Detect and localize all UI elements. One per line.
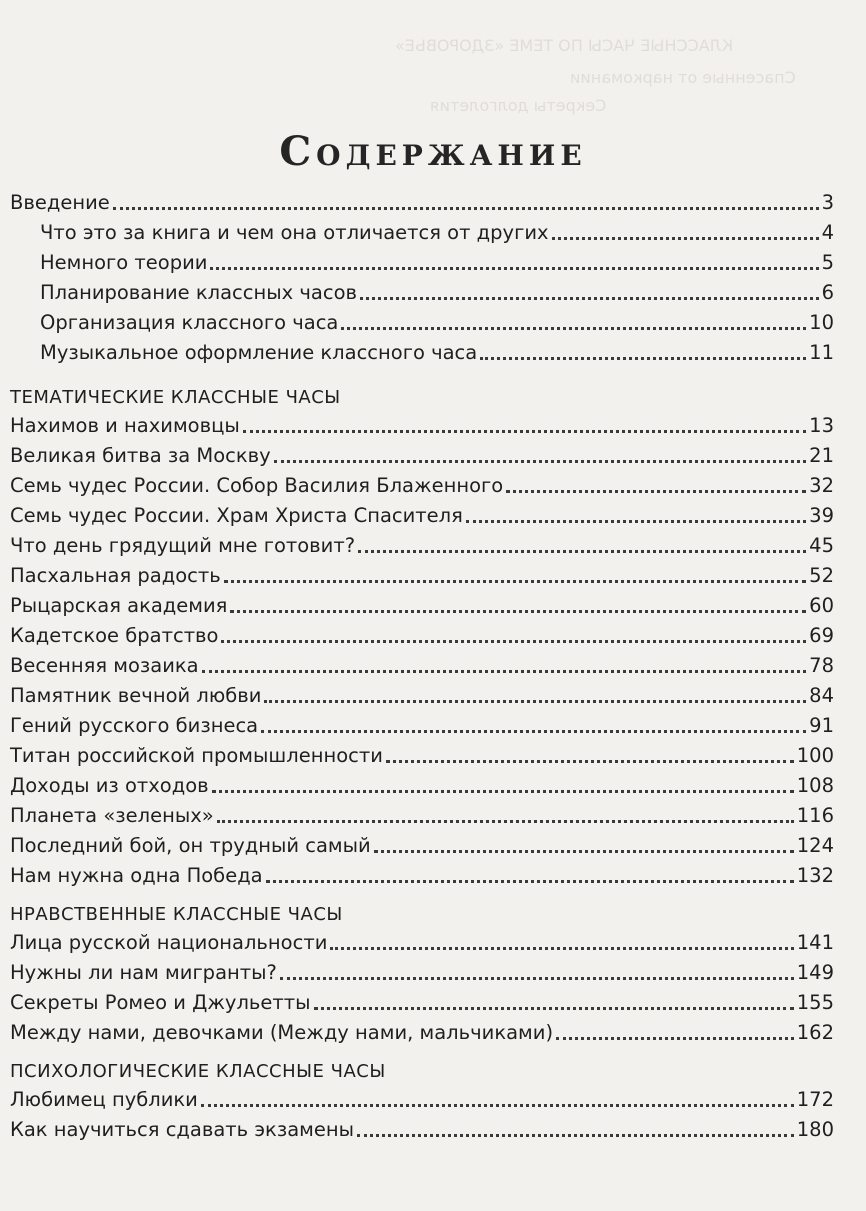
toc-entry-label: Как научиться сдавать экзамены — [10, 1118, 355, 1141]
toc-entry-page: 6 — [821, 281, 834, 304]
dot-leader — [212, 790, 794, 793]
toc-entry-page: 84 — [809, 684, 834, 707]
toc-entry[interactable] — [10, 859, 834, 889]
toc-entry[interactable] — [10, 1016, 834, 1046]
toc-sections — [10, 366, 834, 1143]
toc-entry-label: Нахимов и нахимовцы — [10, 414, 240, 437]
toc-entry-label: Титан российской промышленности — [10, 744, 383, 767]
dot-leader — [210, 267, 818, 270]
toc-entry-label: Что день грядущий мне готовит? — [10, 534, 356, 557]
toc-entry[interactable] — [10, 649, 834, 679]
toc-entry[interactable] — [10, 619, 834, 649]
toc-entry-page: 78 — [809, 654, 834, 677]
dot-leader — [466, 520, 806, 523]
toc-entry[interactable] — [10, 559, 834, 589]
dot-leader — [556, 1037, 794, 1040]
toc-entry-label: Немного теории — [40, 251, 208, 274]
toc-entry-label: Памятник вечной любви — [10, 684, 262, 707]
toc-entry[interactable] — [10, 829, 834, 859]
toc-entry[interactable] — [10, 1083, 834, 1113]
toc-entry-label: Весенняя мозаика — [10, 654, 199, 677]
toc-entry-page: 60 — [809, 594, 834, 617]
toc-entry[interactable] — [10, 769, 834, 799]
toc-entry-label: Музыкальное оформление классного часа — [40, 341, 478, 364]
toc-entry-page: 45 — [809, 534, 834, 557]
toc-entry-page: 4 — [821, 221, 834, 244]
toc-entry-page: 149 — [796, 961, 834, 984]
toc-entry[interactable] — [10, 799, 834, 829]
toc-entry[interactable] — [10, 709, 834, 739]
toc-entry-label: Что это за книга и чем она отличается от других — [40, 221, 549, 244]
toc-entry-label: Семь чудес России. Храм Христа Спасителя — [10, 504, 463, 527]
dot-leader — [360, 297, 819, 300]
toc-entry-page: 39 — [809, 504, 834, 527]
bleed-through-line: Спасенные от наркомании — [570, 68, 796, 87]
dot-leader — [552, 237, 819, 240]
dot-leader — [274, 460, 807, 463]
section-heading: НРАВСТВЕННЫЕ КЛАССНЫЕ ЧАСЫ — [10, 904, 343, 925]
bleed-through-line: КЛАССНЫЕ ЧАСЫ ПО ТЕМЕ «ЗДОРОВЬЕ» — [395, 36, 734, 55]
dot-leader — [314, 1007, 794, 1010]
toc-entry-page: 52 — [809, 564, 834, 587]
toc-entry-page: 162 — [796, 1021, 834, 1044]
toc-entry-page: 21 — [809, 444, 834, 467]
dot-leader — [201, 1104, 794, 1107]
toc-entry-label: Нужны ли нам мигранты? — [10, 961, 277, 984]
toc-entry[interactable] — [10, 529, 834, 559]
table-of-contents — [10, 186, 834, 1143]
dot-leader — [113, 207, 819, 210]
toc-entry-label: Великая битва за Москву — [10, 444, 271, 467]
toc-entry-page: 3 — [821, 191, 834, 214]
intro-subentries — [10, 216, 834, 366]
dot-leader — [230, 610, 806, 613]
toc-entry-page: 91 — [809, 714, 834, 737]
toc-entry-label: Введение — [10, 191, 110, 214]
dot-leader — [266, 880, 794, 883]
dot-leader — [386, 760, 794, 763]
toc-subentry[interactable] — [10, 246, 834, 276]
toc-entry-intro[interactable] — [10, 186, 834, 216]
toc-entry-label: Нам нужна одна Победа — [10, 864, 263, 887]
dot-leader — [243, 430, 806, 433]
toc-entry-page: 124 — [796, 834, 834, 857]
toc-entry-label: Секреты Ромео и Джульетты — [10, 991, 311, 1014]
bleed-through-line: Секреты долголетия — [430, 96, 607, 115]
page-title: Содержание — [279, 128, 587, 175]
dot-leader — [374, 850, 794, 853]
toc-entry[interactable] — [10, 926, 834, 956]
dot-leader — [261, 730, 806, 733]
toc-entry-page: 10 — [809, 311, 834, 334]
toc-entry[interactable] — [10, 439, 834, 469]
dot-leader — [358, 550, 806, 553]
toc-entry-page: 141 — [796, 931, 834, 954]
toc-entry-page: 180 — [796, 1118, 834, 1141]
dot-leader — [357, 1134, 794, 1137]
toc-entry-page: 172 — [796, 1088, 834, 1111]
dot-leader — [280, 977, 794, 980]
toc-entry-page: 116 — [796, 804, 834, 827]
toc-entry-page: 11 — [809, 341, 834, 364]
toc-subentry[interactable] — [10, 216, 834, 246]
toc-entry-page: 69 — [809, 624, 834, 647]
dot-leader — [217, 820, 794, 823]
toc-entry-label: Рыцарская академия — [10, 594, 228, 617]
toc-entry[interactable] — [10, 739, 834, 769]
toc-entry-page: 32 — [809, 474, 834, 497]
toc-entry-label: Пасхальная радость — [10, 564, 221, 587]
toc-entry-label: Между нами, девочками (Между нами, мальчиками) — [10, 1021, 554, 1044]
dot-leader — [264, 700, 806, 703]
toc-entry-label: Планета «зеленых» — [10, 804, 214, 827]
toc-entry-page: 100 — [796, 744, 834, 767]
toc-entry[interactable] — [10, 589, 834, 619]
toc-entry-page: 13 — [809, 414, 834, 437]
toc-subentry[interactable] — [10, 336, 834, 366]
dot-leader — [480, 357, 806, 360]
toc-entry-label: Любимец публики — [10, 1088, 198, 1111]
toc-entry-page: 108 — [796, 774, 834, 797]
toc-entry[interactable] — [10, 409, 834, 439]
toc-entry-label: Семь чудес России. Собор Василия Блаженного — [10, 474, 504, 497]
toc-entry[interactable] — [10, 986, 834, 1016]
toc-subentry[interactable] — [10, 306, 834, 336]
toc-subentry[interactable] — [10, 276, 834, 306]
dot-leader — [341, 327, 806, 330]
toc-entry[interactable] — [10, 499, 834, 529]
toc-entry-page: 5 — [821, 251, 834, 274]
section-heading: ПСИХОЛОГИЧЕСКИЕ КЛАССНЫЕ ЧАСЫ — [10, 1061, 386, 1082]
toc-entry[interactable] — [10, 679, 834, 709]
toc-entry-label: Гений русского бизнеса — [10, 714, 259, 737]
toc-entry-page: 155 — [796, 991, 834, 1014]
toc-entry[interactable] — [10, 469, 834, 499]
dot-leader — [330, 947, 793, 950]
toc-entry[interactable] — [10, 956, 834, 986]
toc-entry-page: 132 — [796, 864, 834, 887]
dot-leader — [221, 640, 806, 643]
dot-leader — [506, 490, 806, 493]
dot-leader — [224, 580, 806, 583]
toc-entry-label: Доходы из отходов — [10, 774, 209, 797]
toc-entry-label: Последний бой, он трудный самый — [10, 834, 371, 857]
dot-leader — [202, 670, 807, 673]
toc-entry-label: Планирование классных часов — [40, 281, 357, 304]
section-heading: ТЕМАТИЧЕСКИЕ КЛАССНЫЕ ЧАСЫ — [10, 387, 341, 408]
toc-entry-label: Лица русской национальности — [10, 931, 328, 954]
toc-entry-label: Организация классного часа — [40, 311, 339, 334]
toc-entry[interactable] — [10, 1113, 834, 1143]
toc-entry-label: Кадетское братство — [10, 624, 219, 647]
